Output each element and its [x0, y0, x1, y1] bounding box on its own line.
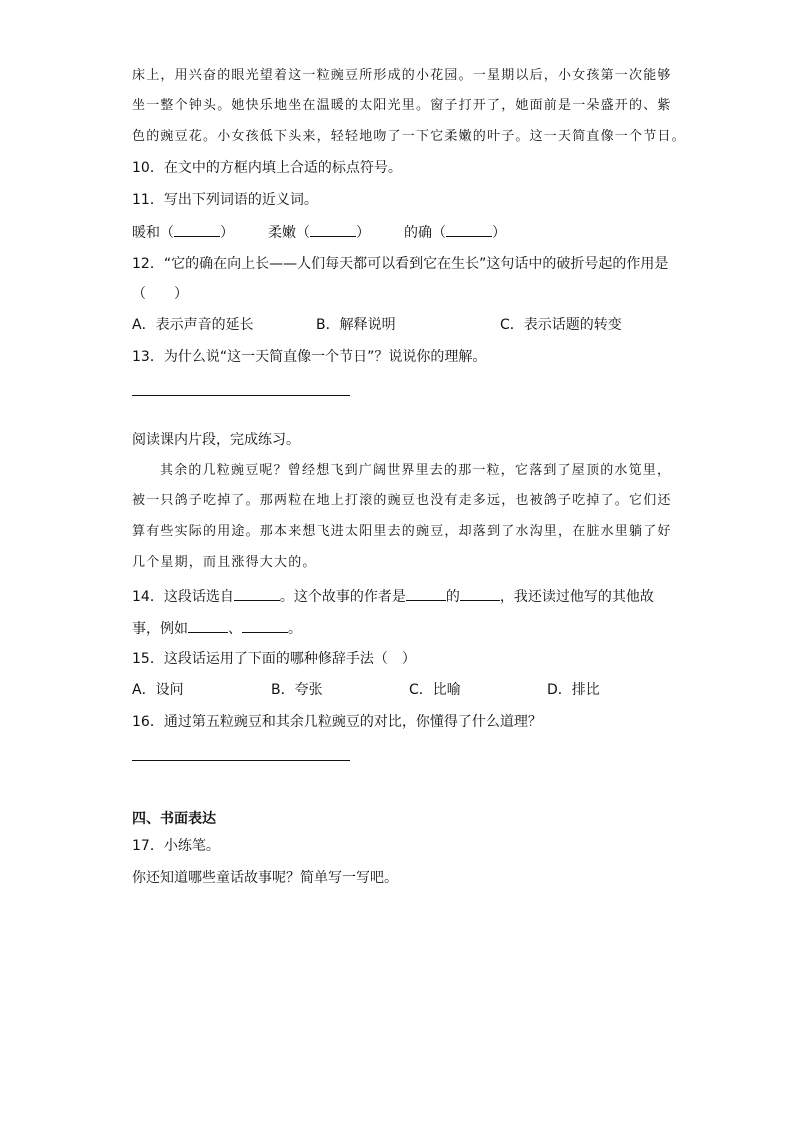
question-11: 11．写出下列词语的近义词。 — [132, 192, 318, 208]
synonym-word-3: 的确（ — [404, 225, 446, 241]
passage-line: 其余的几粒豌豆呢？曾经想飞到广阔世界里去的那一粒，它落到了屋顶的水笕里， — [160, 463, 672, 478]
option-c[interactable]: C．表示话题的转变 — [500, 317, 622, 333]
question-16: 16．通过第五粒豌豆和其余几粒豌豆的对比，你懂得了什么道理？ — [132, 714, 542, 730]
passage-line: 算有些实际的用途。那本来想飞进太阳里去的豌豆，却落到了水沟里，在脏水里躺了好 — [132, 524, 672, 539]
answer-blank[interactable] — [310, 222, 356, 237]
passage-line: 坐一整个钟头。她快乐地坐在温暖的太阳光里。窗子打开了，她面前是一朵盛开的、紫 — [132, 98, 672, 113]
close-paren: ） — [220, 225, 234, 241]
reading-instruction: 阅读课内片段，完成练习。 — [132, 432, 300, 448]
passage-line: 几个星期，而且涨得大大的。 — [132, 555, 317, 570]
synonym-word-2: 柔嫩（ — [268, 225, 310, 241]
question-12: 12．“它的确在向上长——人们每天都可以看到它在生长”这句话中的破折号起的作用是 — [132, 256, 669, 272]
synonym-word-1: 暖和（ — [132, 225, 174, 241]
option-c[interactable]: C．比喻 — [409, 682, 461, 698]
passage-line: 床上，用兴奋的眼光望着这一粒豌豆所形成的小花园。一星期以后，小女孩第一次能够 — [132, 68, 672, 83]
question-14-cont: 事，例如 、 。 — [132, 618, 302, 639]
writing-prompt: 你还知道哪些童话故事呢？简单写一写吧。 — [132, 870, 398, 886]
answer-line[interactable] — [132, 760, 350, 761]
question-15: 15．这段话运用了下面的哪种修辞手法（ ） — [132, 651, 416, 667]
answer-parentheses[interactable]: （ ） — [132, 286, 188, 302]
answer-blank[interactable] — [242, 618, 288, 633]
option-a[interactable]: A．表示声音的延长 — [132, 317, 254, 333]
option-d[interactable]: D．排比 — [547, 682, 600, 698]
option-b[interactable]: B．解释说明 — [316, 317, 396, 333]
answer-blank[interactable] — [174, 222, 220, 237]
answer-blank[interactable] — [234, 586, 280, 601]
answer-blank[interactable] — [460, 586, 500, 601]
close-paren: ） — [492, 225, 506, 241]
question-13: 13．为什么说“这一天简直像一个节日”？说说你的理解。 — [132, 349, 487, 365]
passage-line: 被一只鸽子吃掉了。那两粒在地上打滚的豌豆也没有走多远，也被鸽子吃掉了。它们还 — [132, 493, 672, 508]
synonym-row — [132, 222, 506, 243]
question-17: 17．小练笔。 — [132, 838, 220, 854]
answer-blank[interactable] — [406, 586, 446, 601]
close-paren: ） — [356, 225, 370, 241]
answer-blank[interactable] — [188, 618, 228, 633]
question-14: 14．这段话选自 。这个故事的作者是 的 ，我还读过他写的其他故 — [132, 586, 654, 607]
answer-blank[interactable] — [446, 222, 492, 237]
answer-line[interactable] — [132, 395, 350, 396]
option-b[interactable]: B．夸张 — [271, 682, 323, 698]
question-10: 10．在文中的方框内填上合适的标点符号。 — [132, 160, 402, 176]
option-a[interactable]: A．设问 — [132, 682, 184, 698]
section-heading: 四、书面表达 — [132, 811, 216, 827]
passage-line: 色的豌豆花。小女孩低下头来，轻轻地吻了一下它柔嫩的叶子。这一天简直像一个节日。 — [132, 129, 686, 144]
